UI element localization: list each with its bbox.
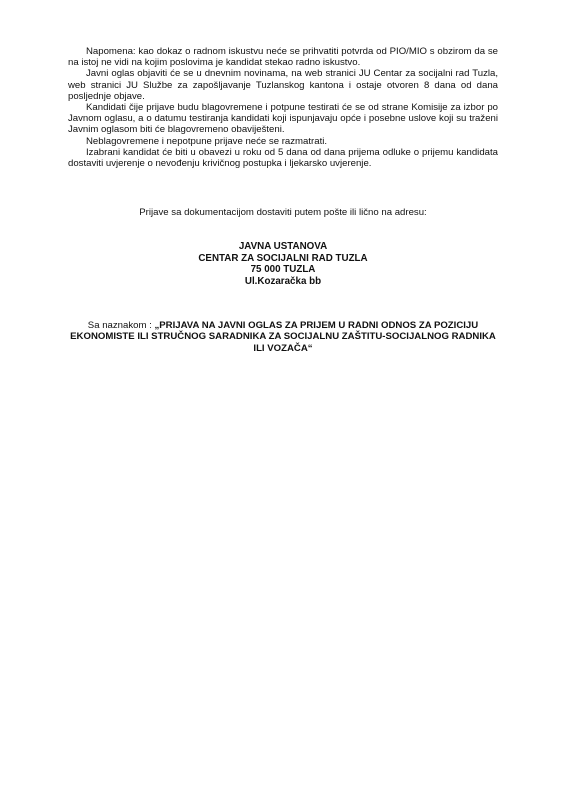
address-line-institution-name: CENTAR ZA SOCIJALNI RAD TUZLA [198,252,368,264]
marking-lead: Sa naznakom : [87,320,155,331]
marking-text: „PRIJAVA NA JAVNI OGLAS ZA PRIJEM U RADNI ODNOS ZA POZICIJU EKONOMISTE ILI STRUČNOG SARADNIKA ZA SOCIJALNU ZAŠTITU-SOCIJALNOG RADNIKA ILI VOZAČA“ [70,320,496,354]
paragraph-selected-candidate: Izabrani kandidat će biti u obavezi u roku od 5 dana od dana prijema odluke o prijemu kandidata dostaviti uvjerenje o nevođenju krivičnog postupka i ljekarsko uvjerenje. [68,146,498,170]
address-line-postal-city: 75 000 TUZLA [250,264,316,276]
paragraph-publication: Javni oglas objaviti će se u dnevnim novinama, na web stranici JU Centar za socijalni rad Tuzla, web stranici JU Službe za zapošljavanje Tuzlanskog kantona i ostaje otvoren 8 dana od dana posljednje objave. [68,68,498,102]
address-line-street: Ul.Kozaračka bb [244,275,322,287]
address-line-institution-type: JAVNA USTANOVA [238,241,328,252]
notice-body [68,46,498,169]
paragraph-note: Napomena: kao dokaz o radnom iskustvu neće se prihvatiti potvrda od PIO/MIO s obzirom da se na istoj ne vidi na kojim poslovima je kandidat stekao radno iskustvo. [68,46,498,69]
paragraph-incomplete: Neblagovremene i nepotpune prijave neće se razmatrati. [86,135,328,147]
envelope-marking [68,320,498,354]
submission-instruction: Prijave sa dokumentacijom dostaviti putem pošte ili lično na adresu: [139,207,427,218]
address-block [68,241,498,287]
paragraph-testing: Kandidati čije prijave budu blagovremene i potpune testirati će se od strane Komisije za izbor po Javnom oglasu, a o datumu testiranja kandidati koji ispunjavaju opće i posebne uslove koji su traženi Javnim oglasom biti će blagovremeno obaviješteni. [68,102,498,136]
